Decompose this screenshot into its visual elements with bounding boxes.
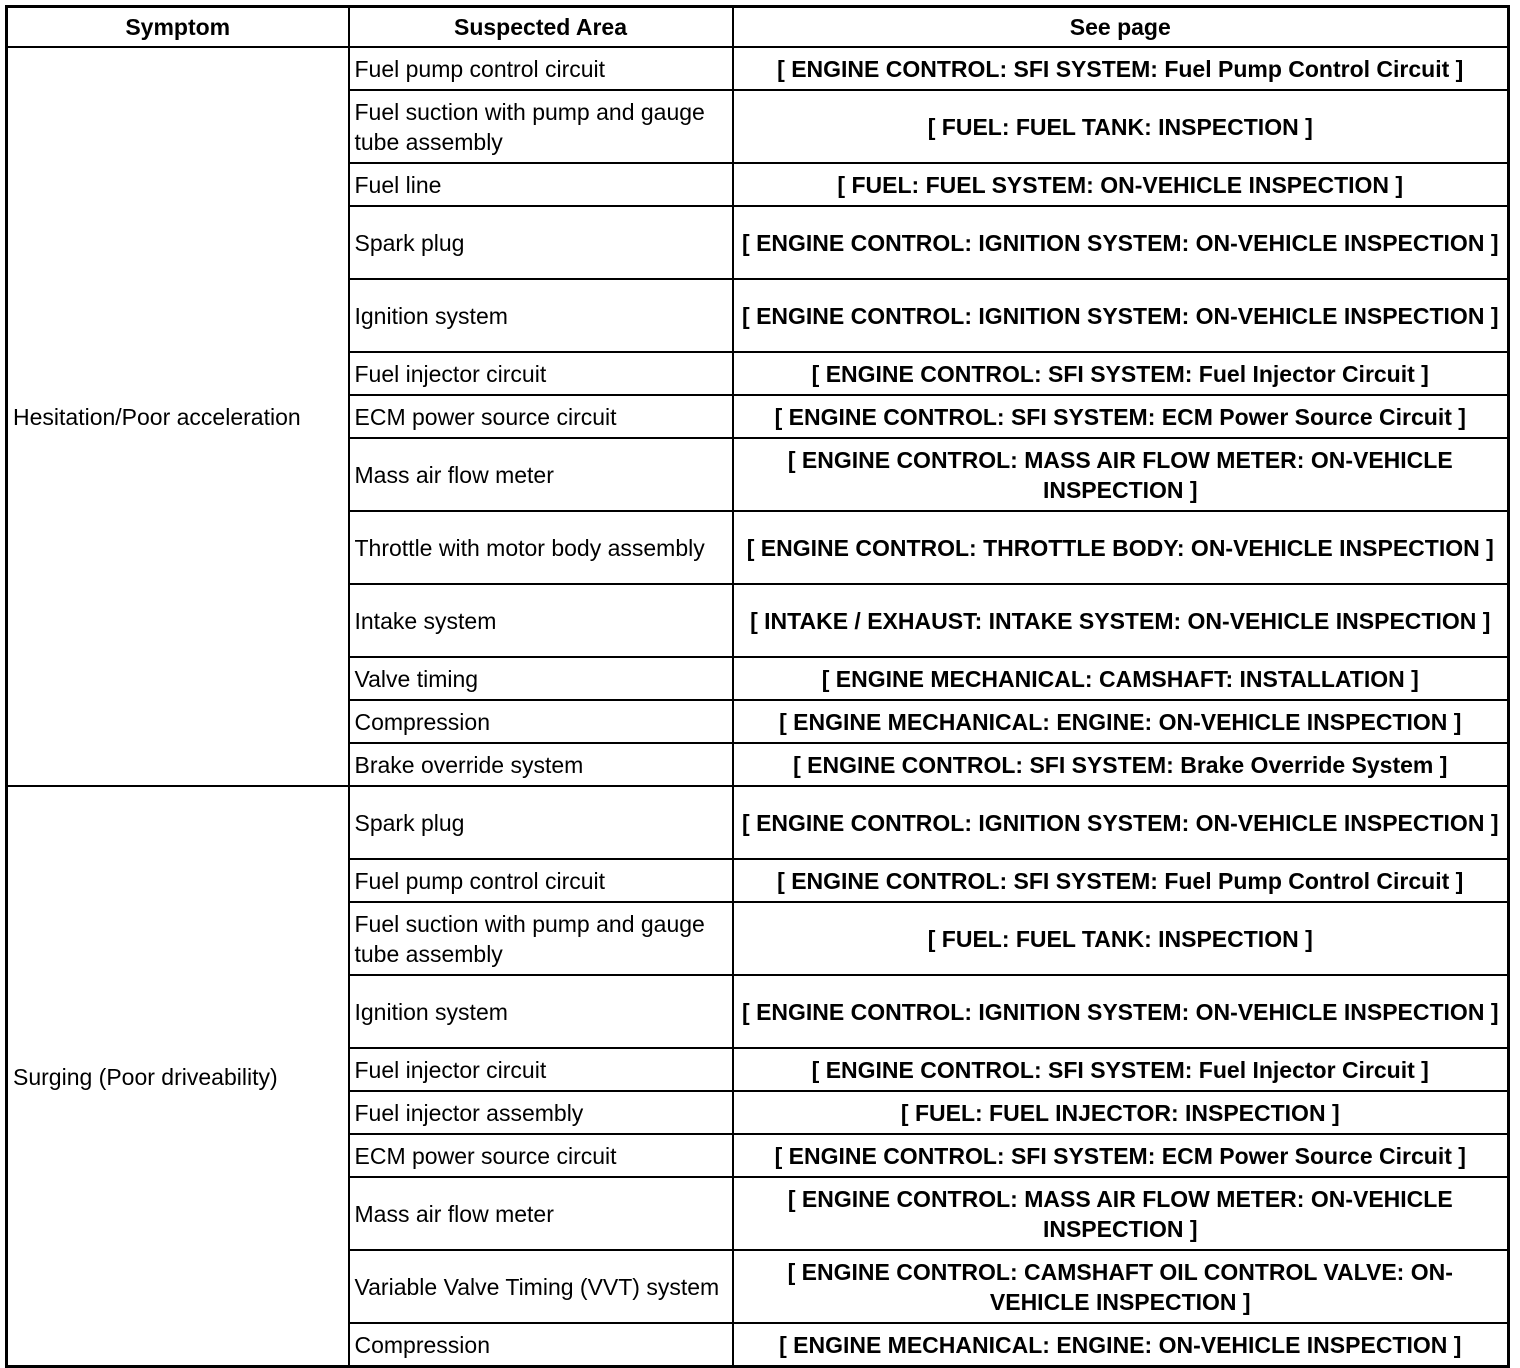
suspected-area-cell: Fuel pump control circuit	[349, 859, 733, 902]
table-row	[7, 786, 1509, 859]
suspected-area-cell: Valve timing	[349, 657, 733, 700]
symptom-table	[5, 5, 1510, 1368]
see-page-cell: [ FUEL: FUEL SYSTEM: ON-VEHICLE INSPECTION ]	[733, 163, 1509, 206]
see-page-cell: [ ENGINE CONTROL: SFI SYSTEM: Fuel Pump Control Circuit ]	[733, 47, 1509, 90]
see-page-cell: [ ENGINE MECHANICAL: CAMSHAFT: INSTALLATION ]	[733, 657, 1509, 700]
see-page-cell: [ ENGINE CONTROL: IGNITION SYSTEM: ON-VEHICLE INSPECTION ]	[733, 786, 1509, 859]
symptom-cell: Surging (Poor driveability)	[7, 786, 349, 1367]
see-page-cell: [ INTAKE / EXHAUST: INTAKE SYSTEM: ON-VEHICLE INSPECTION ]	[733, 584, 1509, 657]
suspected-area-cell: Ignition system	[349, 279, 733, 352]
see-page-cell: [ ENGINE CONTROL: SFI SYSTEM: Brake Override System ]	[733, 743, 1509, 786]
suspected-area-cell: Fuel injector circuit	[349, 352, 733, 395]
suspected-area-cell: Fuel line	[349, 163, 733, 206]
suspected-area-cell: Spark plug	[349, 206, 733, 279]
header-row	[7, 7, 1509, 48]
header-symptom: Symptom	[7, 7, 349, 48]
see-page-cell: [ ENGINE CONTROL: SFI SYSTEM: ECM Power Source Circuit ]	[733, 395, 1509, 438]
header-see-page: See page	[733, 7, 1509, 48]
suspected-area-cell: Variable Valve Timing (VVT) system	[349, 1250, 733, 1323]
suspected-area-cell: Fuel suction with pump and gauge tube assembly	[349, 90, 733, 163]
see-page-cell: [ ENGINE CONTROL: CAMSHAFT OIL CONTROL VALVE: ON-VEHICLE INSPECTION ]	[733, 1250, 1509, 1323]
suspected-area-cell: Mass air flow meter	[349, 1177, 733, 1250]
see-page-cell: [ ENGINE CONTROL: MASS AIR FLOW METER: ON-VEHICLE INSPECTION ]	[733, 438, 1509, 511]
suspected-area-cell: ECM power source circuit	[349, 395, 733, 438]
see-page-cell: [ ENGINE MECHANICAL: ENGINE: ON-VEHICLE INSPECTION ]	[733, 1323, 1509, 1367]
suspected-area-cell: Intake system	[349, 584, 733, 657]
header-suspected-area: Suspected Area	[349, 7, 733, 48]
suspected-area-cell: ECM power source circuit	[349, 1134, 733, 1177]
see-page-cell: [ ENGINE CONTROL: SFI SYSTEM: Fuel Injector Circuit ]	[733, 352, 1509, 395]
suspected-area-cell: Fuel injector circuit	[349, 1048, 733, 1091]
see-page-cell: [ ENGINE CONTROL: IGNITION SYSTEM: ON-VEHICLE INSPECTION ]	[733, 279, 1509, 352]
suspected-area-cell: Compression	[349, 700, 733, 743]
see-page-cell: [ ENGINE CONTROL: SFI SYSTEM: Fuel Pump Control Circuit ]	[733, 859, 1509, 902]
see-page-cell: [ FUEL: FUEL TANK: INSPECTION ]	[733, 902, 1509, 975]
see-page-cell: [ ENGINE CONTROL: SFI SYSTEM: Fuel Injector Circuit ]	[733, 1048, 1509, 1091]
symptom-cell: Hesitation/Poor acceleration	[7, 47, 349, 786]
suspected-area-cell: Throttle with motor body assembly	[349, 511, 733, 584]
see-page-cell: [ ENGINE CONTROL: SFI SYSTEM: ECM Power Source Circuit ]	[733, 1134, 1509, 1177]
see-page-cell: [ FUEL: FUEL INJECTOR: INSPECTION ]	[733, 1091, 1509, 1134]
suspected-area-cell: Ignition system	[349, 975, 733, 1048]
table-row	[7, 47, 1509, 90]
see-page-cell: [ ENGINE CONTROL: IGNITION SYSTEM: ON-VEHICLE INSPECTION ]	[733, 206, 1509, 279]
see-page-cell: [ ENGINE CONTROL: MASS AIR FLOW METER: ON-VEHICLE INSPECTION ]	[733, 1177, 1509, 1250]
suspected-area-cell: Compression	[349, 1323, 733, 1367]
suspected-area-cell: Fuel suction with pump and gauge tube assembly	[349, 902, 733, 975]
see-page-cell: [ FUEL: FUEL TANK: INSPECTION ]	[733, 90, 1509, 163]
suspected-area-cell: Spark plug	[349, 786, 733, 859]
suspected-area-cell: Fuel injector assembly	[349, 1091, 733, 1134]
table-body	[7, 47, 1509, 1367]
suspected-area-cell: Mass air flow meter	[349, 438, 733, 511]
suspected-area-cell: Fuel pump control circuit	[349, 47, 733, 90]
see-page-cell: [ ENGINE MECHANICAL: ENGINE: ON-VEHICLE INSPECTION ]	[733, 700, 1509, 743]
see-page-cell: [ ENGINE CONTROL: IGNITION SYSTEM: ON-VEHICLE INSPECTION ]	[733, 975, 1509, 1048]
suspected-area-cell: Brake override system	[349, 743, 733, 786]
see-page-cell: [ ENGINE CONTROL: THROTTLE BODY: ON-VEHICLE INSPECTION ]	[733, 511, 1509, 584]
